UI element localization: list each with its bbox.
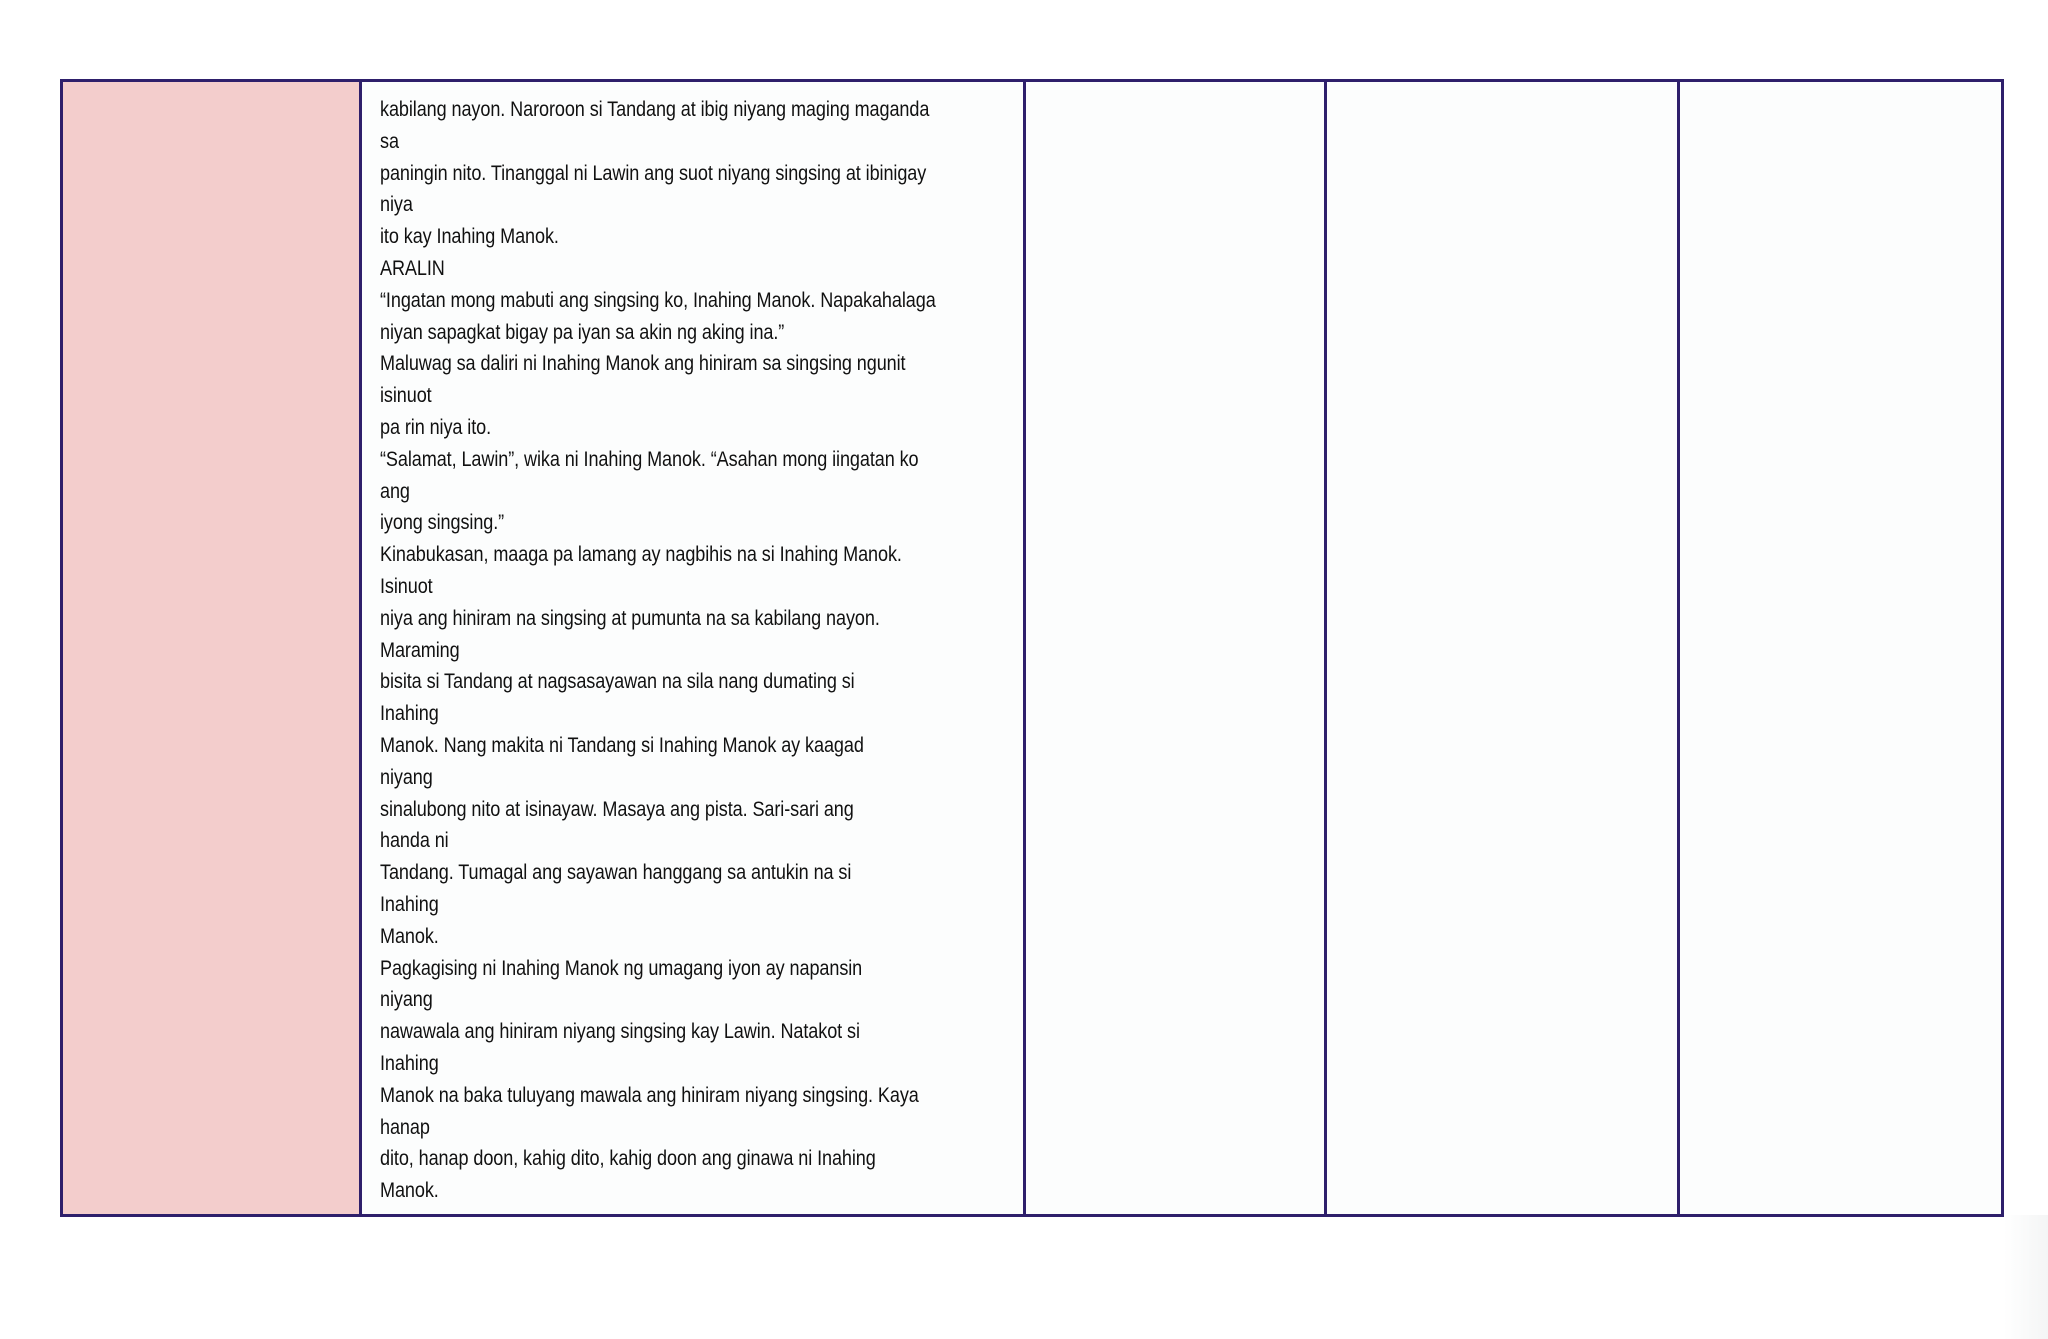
story-line: ito kay Inahing Manok. bbox=[380, 225, 559, 249]
story-line: ang bbox=[380, 479, 410, 503]
story-line: paningin nito. Tinanggal ni Lawin ang suot niyang singsing at ibinigay bbox=[380, 161, 927, 185]
story-line: nawawala ang hiniram niyang singsing kay Lawin. Natakot si bbox=[380, 1020, 860, 1044]
story-line: Manok. bbox=[380, 1179, 439, 1203]
table-label-cell bbox=[63, 82, 362, 1214]
story-line: Maraming bbox=[380, 638, 460, 662]
empty-cell-4 bbox=[1327, 82, 1680, 1214]
page-corner-shadow bbox=[2004, 1215, 2048, 1339]
story-line: “Salamat, Lawin”, wika ni Inahing Manok. “Asahan mong iingatan ko bbox=[380, 447, 919, 471]
story-line: kabilang nayon. Naroroon si Tandang at ibig niyang maging maganda bbox=[380, 98, 930, 121]
story-line: Inahing bbox=[380, 892, 439, 916]
story-line: Inahing bbox=[380, 702, 439, 726]
story-line: Pagkagising ni Inahing Manok ng umagang iyon ay napansin bbox=[380, 956, 863, 980]
story-line: Manok na baka tuluyang mawala ang hiniram niyang singsing. Kaya bbox=[380, 1083, 919, 1107]
story-line: niya ang hiniram na singsing at pumunta na sa kabilang nayon. bbox=[380, 606, 880, 630]
story-line: Manok. Nang makita ni Tandang si Inahing Manok ay kaagad bbox=[380, 733, 864, 757]
story-line: sinalubong nito at isinayaw. Masaya ang pista. Sari-sari ang bbox=[380, 797, 854, 821]
story-line: niyan sapagkat bigay pa iyan sa akin ng aking ina.” bbox=[380, 320, 785, 344]
story-line: “Ingatan mong mabuti ang singsing ko, Inahing Manok. Napakahalaga bbox=[380, 288, 936, 312]
story-line: hanap bbox=[380, 1115, 430, 1139]
story-line: Isinuot bbox=[380, 574, 433, 598]
story-line: Maluwag sa daliri ni Inahing Manok ang hiniram sa singsing ngunit bbox=[380, 352, 906, 376]
story-text-cell bbox=[362, 82, 1026, 1214]
lesson-table bbox=[60, 79, 2004, 1217]
story-line: niya bbox=[380, 193, 413, 217]
story-line: bisita si Tandang at nagsasayawan na sila nang dumating si bbox=[380, 670, 855, 694]
story-line: isinuot bbox=[380, 384, 432, 408]
story-line: Tandang. Tumagal ang sayawan hanggang sa antukin na si bbox=[380, 861, 852, 885]
story-line: Inahing bbox=[380, 1051, 439, 1075]
story-line: sa bbox=[380, 129, 399, 153]
story-line: niyang bbox=[380, 765, 433, 789]
story-line: iyong singsing.” bbox=[380, 511, 505, 535]
story-line: dito, hanap doon, kahig dito, kahig doon ang ginawa ni Inahing bbox=[380, 1147, 876, 1171]
story-line: Manok. bbox=[380, 924, 439, 948]
story-line: niyang bbox=[380, 988, 433, 1012]
empty-cell-3 bbox=[1026, 82, 1327, 1214]
story-line: pa rin niya ito. bbox=[380, 415, 492, 439]
story-line: Kinabukasan, maaga pa lamang ay nagbihis na si Inahing Manok. bbox=[380, 543, 902, 567]
empty-cell-5 bbox=[1680, 82, 2001, 1214]
story-line: ARALIN bbox=[380, 256, 445, 280]
story-line: handa ni bbox=[380, 829, 449, 853]
